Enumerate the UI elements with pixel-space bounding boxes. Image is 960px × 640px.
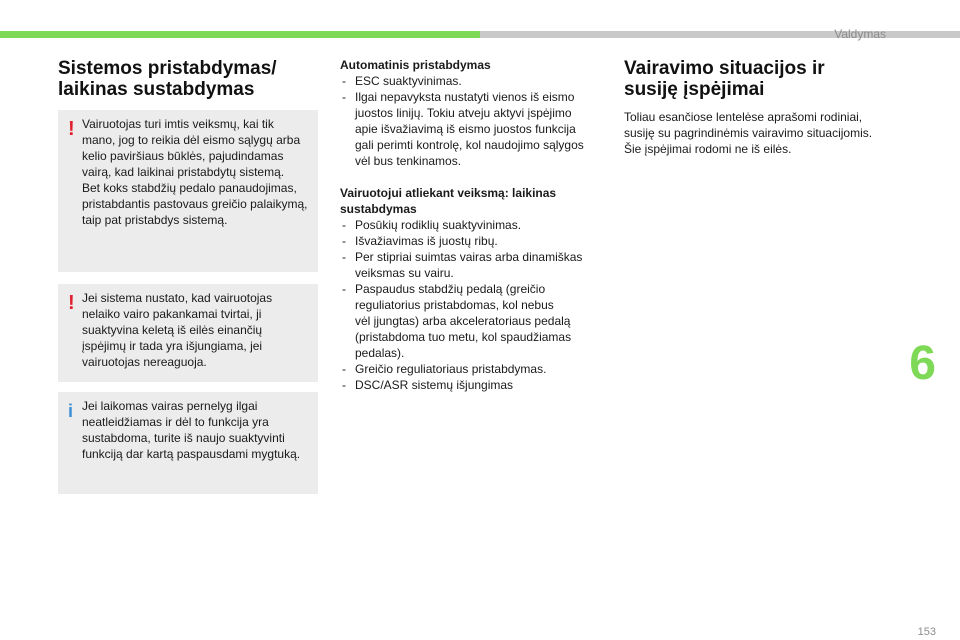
list-line: vėl bus tenkinamos. [355, 154, 462, 168]
box-line: vairą, kad laikinai pristabdytų sistemą. [82, 165, 285, 179]
list-line: Posūkių rodiklių suaktyvinimas. [355, 218, 522, 232]
list-item [340, 89, 600, 169]
left-heading [58, 58, 277, 100]
list-line: reguliatorius pristabdomas, kol nebus [355, 298, 554, 312]
box-line: taip pat pristabdys sistemą. [82, 213, 228, 227]
list-line: ESC suaktyvinimas. [355, 74, 462, 88]
box-line: suaktyvina keletą iš eilės einančių [82, 323, 263, 337]
section-title: Valdymas [834, 27, 886, 41]
warning-box-hands-off [58, 284, 318, 382]
list-line: Per stipriai suimtas vairas arba dinamiškas [355, 250, 583, 264]
bullet-list [340, 73, 600, 169]
paragraph-line: susiję su pagrindinėmis vairavimo situacijomis. [624, 126, 873, 140]
subheading: Automatinis pristabdymas [340, 58, 491, 72]
list-line: vėl įjungtas) arba akceleratoriaus pedalą [355, 314, 571, 328]
heading-line: Sistemos pristabdymas/ [58, 58, 277, 79]
subheading [340, 185, 600, 217]
list-line: Išvažiavimas iš juostų ribų. [355, 234, 498, 248]
list-line: veiksmas su vairu. [355, 266, 454, 280]
chapter-number: 6 [909, 337, 936, 390]
warning-icon: ! [68, 118, 75, 140]
list-line: pedalas). [355, 346, 405, 360]
list-line: DSC/ASR sistemų išjungimas [355, 378, 514, 392]
info-icon: i [68, 401, 74, 421]
heading-line: susiję įspėjimai [624, 79, 765, 100]
box-line: įspėjimų ir tada yra išjungiama, jei [82, 339, 263, 353]
box-line: nelaiko vairo pakankamai tvirtai, ji [82, 307, 262, 321]
header-accent-bar [0, 31, 480, 38]
list-line: Ilgai nepavyksta nustatyti vienos iš eismo [355, 90, 575, 104]
page-number: 153 [917, 626, 936, 638]
info-box-reactivate [58, 392, 318, 494]
list-item [340, 361, 600, 377]
list-line: Paspaudus stabdžių pedalą (greičio [355, 282, 546, 296]
subheading-line: sustabdymas [340, 202, 417, 216]
box-line: kelio paviršiaus būklės, pajudindamas [82, 149, 284, 163]
list-line: gali perimti kontrolę, kol naudojimo sąlygos [355, 138, 584, 152]
box-line: Jei sistema nustato, kad vairuotojas [82, 291, 273, 305]
warning-icon: ! [68, 292, 75, 314]
box-line: neatleidžiamas ir dėl to funkcija yra [82, 415, 269, 429]
heading-line: Vairavimo situacijos ir [624, 58, 825, 79]
list-line: apie išvažiavimą iš eismo juostos funkcija [355, 122, 576, 136]
box-line: mano, jog to reikia dėl eismo sąlygų arba [82, 133, 301, 147]
automatic-pause-section [340, 57, 600, 169]
list-item [340, 233, 600, 249]
heading-line: laikinas sustabdymas [58, 79, 255, 100]
warning-box-pause [58, 110, 318, 272]
box-line: pristabdantis pastovaus greičio palaikymą, [82, 197, 308, 211]
list-line: juostos linijų. Tokiu atveju aktyvi įspėjimo [355, 106, 572, 120]
paragraph-line: Toliau esančiose lentelėse aprašomi rodiniai, [624, 110, 863, 124]
box-line: funkciją dar kartą paspausdami mygtuką. [82, 447, 301, 461]
list-line: (pristabdoma tuo metu, kol spaudžiamas [355, 330, 572, 344]
list-item [340, 73, 600, 89]
header-divider-bar [480, 31, 960, 38]
box-line: Bet koks stabdžių pedalo panaudojimas, [82, 181, 297, 195]
list-item [340, 377, 600, 393]
list-item [340, 217, 600, 233]
driver-action-section [340, 185, 600, 393]
box-line: sustabdoma, turite iš naujo suaktyvinti [82, 431, 285, 445]
box-line: Jei laikomas vairas pernelyg ilgai [82, 399, 258, 413]
subheading-line: Vairuotojui atliekant veiksmą: laikinas [340, 186, 557, 200]
list-line: Greičio reguliatoriaus pristabdymas. [355, 362, 547, 376]
intro-paragraph [624, 109, 884, 157]
box-line: vairuotojas nereaguoja. [82, 355, 207, 369]
box-line: Vairuotojas turi imtis veiksmų, kai tik [82, 117, 274, 131]
paragraph-line: Šie įspėjimai rodomi ne iš eilės. [624, 142, 792, 156]
list-item [340, 281, 600, 361]
right-heading [624, 58, 825, 100]
bullet-list [340, 217, 600, 393]
list-item [340, 249, 600, 281]
